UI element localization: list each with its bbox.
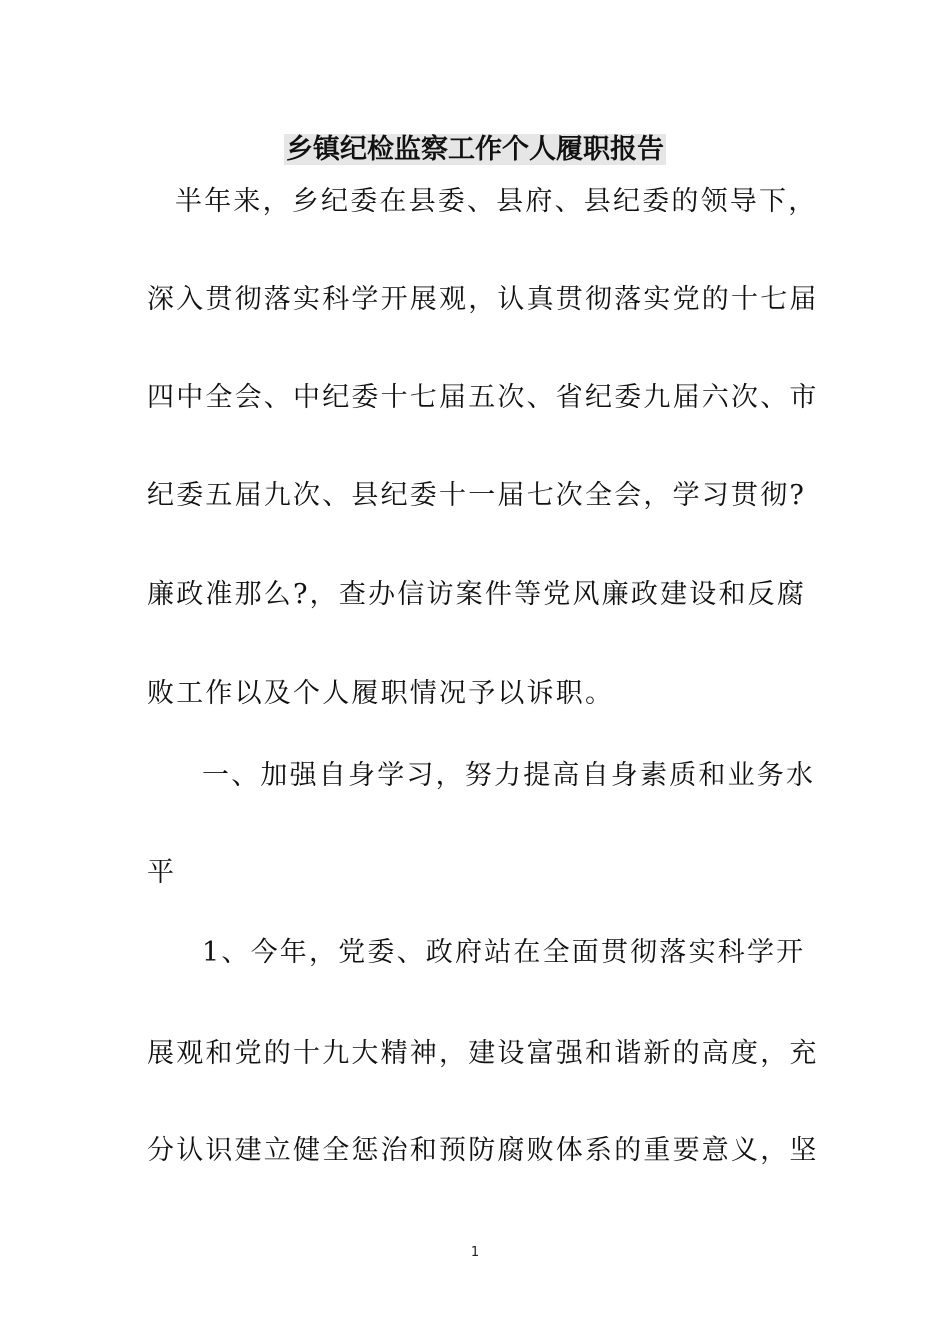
document-title-text: 乡镇纪检监察工作个人履职报告 [286, 134, 664, 165]
document-title [0, 128, 950, 172]
section-heading-line: 平 [147, 857, 177, 888]
section-heading-line: 一、加强自身学习，努力提高自身素质和业务水 [202, 760, 816, 791]
paragraph-line: 深入贯彻落实科学开展观，认真贯彻落实党的十七届 [147, 284, 819, 315]
paragraph-line: 展观和党的十九大精神，建设富强和谐新的高度，充 [147, 1038, 819, 1069]
paragraph-line: 廉政准那么?，查办信访案件等党风廉政建设和反腐 [147, 579, 807, 610]
paragraph-line: 四中全会、中纪委十七届五次、省纪委九届六次、市 [147, 382, 819, 413]
paragraph-line: 1、今年，党委、政府站在全面贯彻落实科学开 [202, 937, 806, 968]
paragraph-line: 纪委五届九次、县纪委十一届七次全会，学习贯彻? [147, 480, 807, 511]
paragraph-line: 败工作以及个人履职情况予以诉职。 [147, 678, 615, 709]
paragraph-line: 分认识建立健全惩治和预防腐败体系的重要意义，坚 [147, 1135, 819, 1166]
paragraph-line: 半年来，乡纪委在县委、县府、县纪委的领导下， [175, 186, 818, 217]
page-number: 1 [470, 1245, 480, 1260]
